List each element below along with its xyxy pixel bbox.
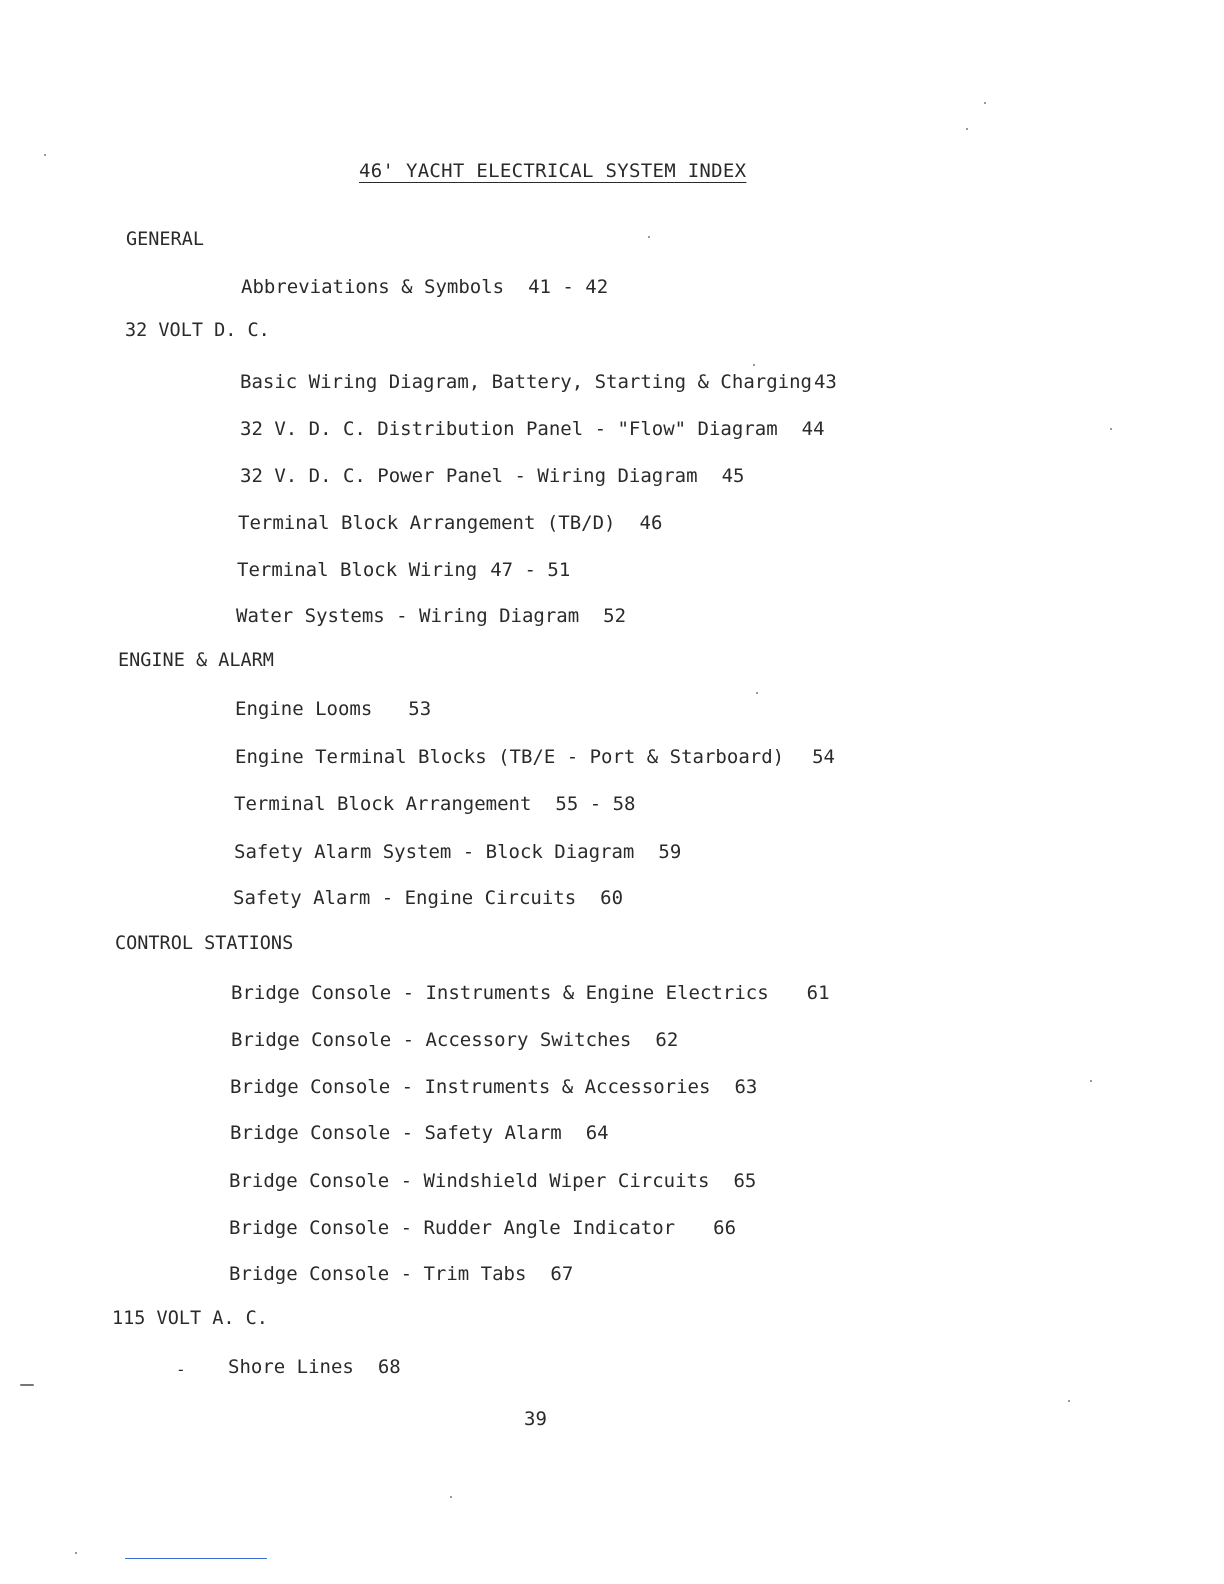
entry-page: 67 xyxy=(550,1263,574,1285)
entry-label: Engine Terminal Blocks (TB/E - Port & Starboard) xyxy=(235,746,785,768)
index-entry xyxy=(240,371,837,393)
entry-label: Terminal Block Arrangement xyxy=(234,793,532,815)
entry-label: Water Systems - Wiring Diagram xyxy=(236,605,580,627)
entry-label: Bridge Console - Windshield Wiper Circuits xyxy=(229,1170,710,1192)
entry-page: 54 xyxy=(812,746,835,768)
entry-page: 65 xyxy=(733,1170,757,1192)
index-entry xyxy=(237,559,570,581)
scan-speck xyxy=(450,1496,452,1498)
scan-speck xyxy=(756,692,758,694)
entry-page: 44 xyxy=(801,418,825,440)
section-heading-32-volt-dc: 32 VOLT D. C. xyxy=(125,320,270,341)
index-entry xyxy=(230,1122,609,1144)
entry-page: 52 xyxy=(603,605,627,627)
scan-speck xyxy=(1090,1080,1092,1082)
entry-page: 61 xyxy=(806,982,830,1004)
index-entry xyxy=(229,1170,756,1192)
index-entry xyxy=(231,982,830,1004)
entry-label: 32 V. D. C. Distribution Panel - "Flow" Diagram xyxy=(240,418,778,440)
index-entry xyxy=(234,841,681,863)
scan-speck xyxy=(44,154,46,156)
entry-page: 55 - 58 xyxy=(555,793,636,815)
scan-speck xyxy=(1068,1400,1070,1402)
entry-label: Bridge Console - Instruments & Engine Electrics xyxy=(231,982,769,1004)
entry-page: 63 xyxy=(734,1076,758,1098)
index-entry xyxy=(240,465,744,487)
index-entry xyxy=(231,1029,678,1051)
entry-label: Safety Alarm System - Block Diagram xyxy=(234,841,635,863)
entry-page: 62 xyxy=(655,1029,679,1051)
index-entry xyxy=(228,1356,401,1378)
entry-label: Safety Alarm - Engine Circuits xyxy=(233,887,577,909)
entry-label: Shore Lines xyxy=(228,1356,354,1378)
scan-speck xyxy=(648,236,650,238)
index-entry xyxy=(234,793,636,815)
entry-page: 68 xyxy=(377,1356,401,1378)
scan-speck xyxy=(75,1552,77,1554)
entry-label: Basic Wiring Diagram, Battery, Starting & Charging xyxy=(240,371,812,393)
entry-page: 45 xyxy=(721,465,745,487)
index-entry xyxy=(229,1263,573,1285)
entry-label: Bridge Console - Rudder Angle Indicator xyxy=(229,1217,676,1239)
page-title: 46' YACHT ELECTRICAL SYSTEM INDEX xyxy=(359,160,747,182)
entry-page: 60 xyxy=(600,887,624,909)
scan-speck xyxy=(1110,428,1112,430)
entry-label: Terminal Block Wiring xyxy=(237,559,478,581)
index-entry xyxy=(238,512,662,534)
section-heading-control-stations: CONTROL STATIONS xyxy=(115,933,294,954)
entry-label: Bridge Console - Safety Alarm xyxy=(230,1122,562,1144)
entry-page: 59 xyxy=(658,841,682,863)
entry-page: 43 xyxy=(813,371,837,393)
entry-label: Bridge Console - Accessory Switches xyxy=(231,1029,632,1051)
index-entry xyxy=(236,605,626,627)
footer-rule xyxy=(125,1558,267,1559)
index-entry xyxy=(240,418,825,440)
entry-label: 32 V. D. C. Power Panel - Wiring Diagram xyxy=(240,465,698,487)
index-entry xyxy=(235,746,835,768)
entry-label: Bridge Console - Instruments & Accessories xyxy=(230,1076,711,1098)
entry-page: 53 xyxy=(408,698,432,720)
section-heading-general: GENERAL xyxy=(126,229,204,250)
page-number: 39 xyxy=(524,1408,547,1430)
index-entry xyxy=(235,698,431,720)
entry-page: 64 xyxy=(585,1122,609,1144)
entry-label: Engine Looms xyxy=(235,698,373,720)
entry-label: Bridge Console - Trim Tabs xyxy=(229,1263,527,1285)
entry-label: Terminal Block Arrangement (TB/D) xyxy=(238,512,616,534)
scan-speck xyxy=(984,102,986,104)
index-entry xyxy=(229,1217,736,1239)
entry-label: Abbreviations & Symbols xyxy=(241,276,505,298)
stray-mark: - xyxy=(176,1360,186,1379)
entry-page: 47 - 51 xyxy=(490,559,571,581)
scan-speck xyxy=(20,1384,34,1386)
entry-page: 41 - 42 xyxy=(528,276,609,298)
scan-speck xyxy=(753,364,755,366)
scan-speck xyxy=(966,128,968,130)
section-heading-115-volt-ac: 115 VOLT A. C. xyxy=(112,1308,268,1329)
index-entry xyxy=(233,887,623,909)
entry-page: 46 xyxy=(639,512,663,534)
index-entry xyxy=(241,276,608,298)
section-heading-engine-alarm: ENGINE & ALARM xyxy=(118,650,274,671)
index-entry xyxy=(230,1076,757,1098)
entry-page: 66 xyxy=(713,1217,737,1239)
